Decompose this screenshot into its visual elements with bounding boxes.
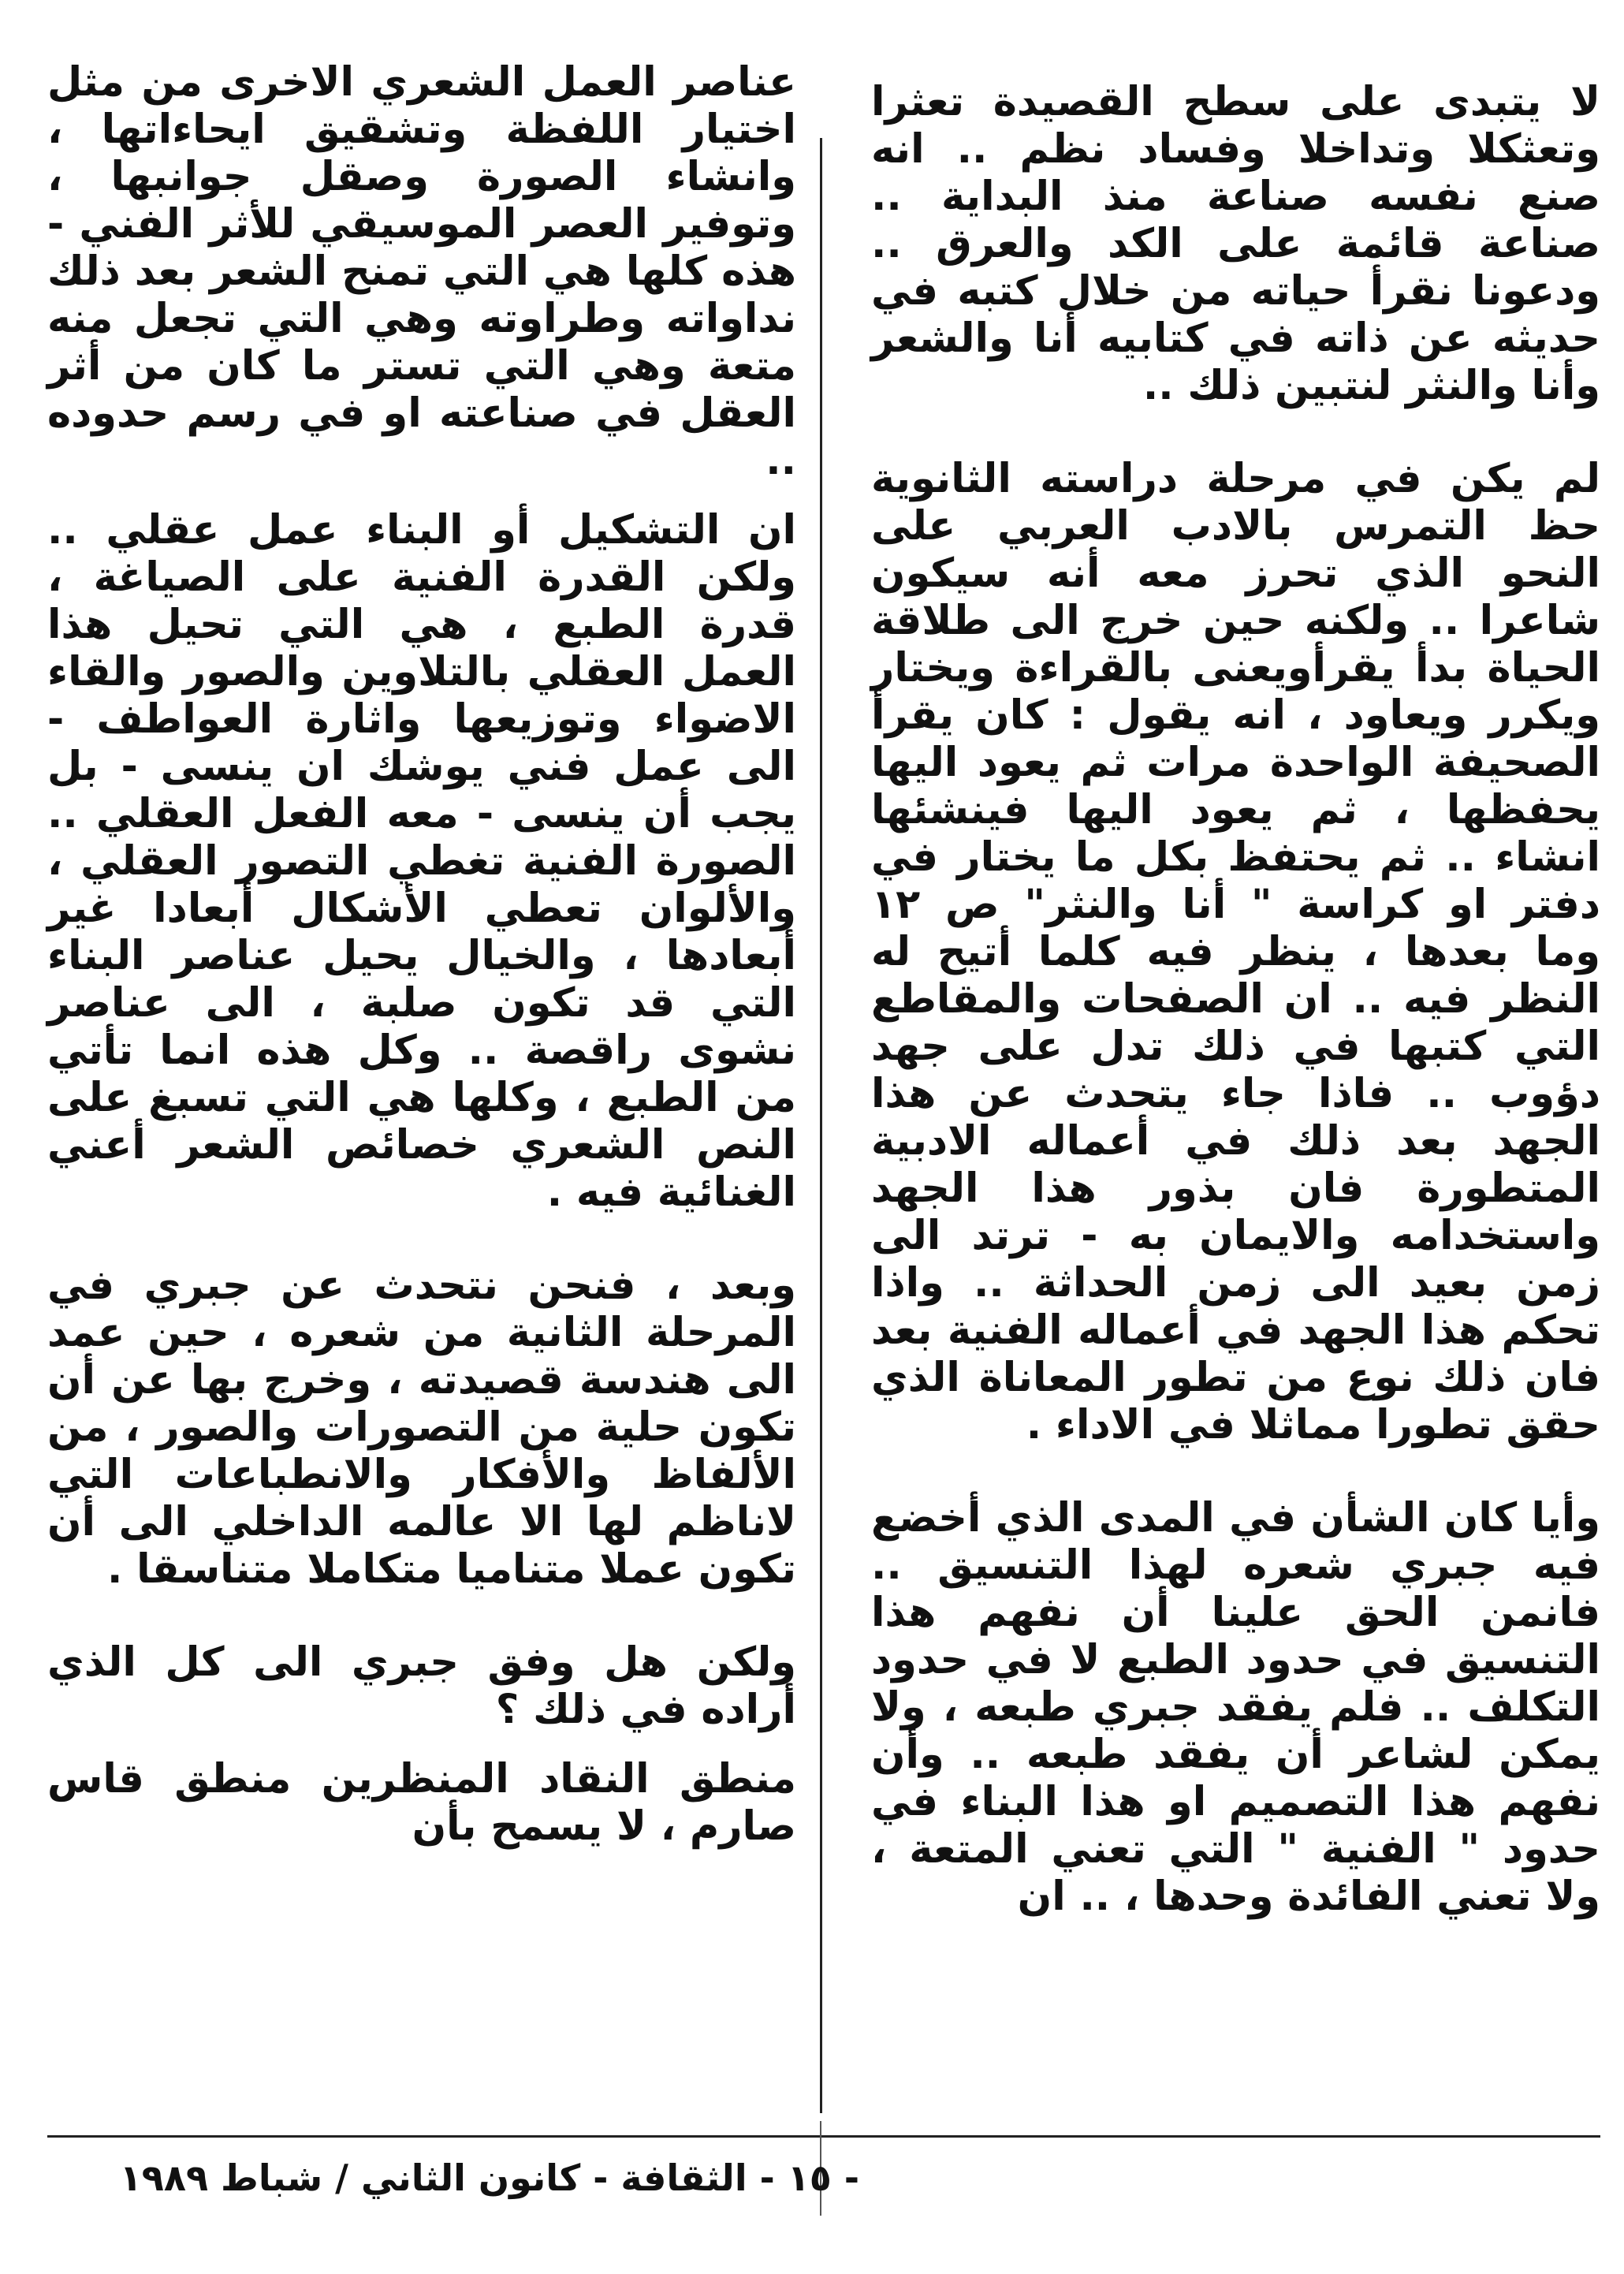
left-paragraph-2: ان التشكيل أو البناء عمل عقلي .. ولكن القدرة الفنية على الصياغة ، قدرة الطبع ، هي التي تحيل هذا العمل العقلي بالتلاوين والصور والقاء الاضواء وتوزيعها واثارة العواطف - الى عمل فني يوشك ان ينسى - بل يجب أن ينسى - معه الفعل العقلي .. الصورة الفنية تغطي التصور العقلي ، والألوان تعطي الأشكال أبعادا غير أبعادها ، والخيال يحيل عناصر البناء التي قد تكون صلبة ، الى عناصر نشوى راقصة .. وكل هذه انما تأتي من الطبع ، وكلها هي التي تسبغ على النص الشعري خصائص الشعر أعني الغنائية فيه . (47, 507, 796, 1216)
right-paragraph-2: لم يكن في مرحلة دراسته الثانوية حظ التمرس بالادب العربي على النحو الذي تحرز معه أنه سيكون شاعرا .. ولكنه حين خرج الى طلاقة الحياة بدأ يقرأويعنى بالقراءة ويختار ويكرر ويعاود ، انه يقول : كان يقرأ الصحيفة الواحدة مرات ثم يعود اليها يحفظها ، ثم يعود اليها فينشئها انشاء .. ثم يحتفظ بكل ما يختار في دفتر او كراسة " أنا والنثر" ص ١٢ وما بعدها ، ينظر فيه كلما أتيح له النظر فيه .. ان الصفحات والمقاطع التي كتبها في ذلك تدل على جهد دؤوب .. فاذا جاء يتحدث عن هذا الجهد بعد ذلك في أعماله الادبية المتطورة فان بذور هذا الجهد واستخدامه والايمان به - ترتد الى زمن بعيد الى زمن الحداثة .. واذا تحكم هذا الجهد في أعماله الفنية بعد فان ذلك نوع من تطور المعاناة الذي حقق تطورا مماثلا في الاداء . (871, 456, 1600, 1448)
left-paragraph-4: ولكن هل وفق جبري الى كل الذي أراده في ذلك ؟ (47, 1639, 796, 1733)
left-paragraph-3: وبعد ، فنحن نتحدث عن جبري في المرحلة الثانية من شعره ، حين عمد الى هندسة قصيدته ، وخرج بها عن أن تكون حلية من التصورات والصور ، من الألفاظ والأفكار والانطباعات التي لاناظم لها الا عالمه الداخلي الى أن تكون عملا متناميا متكاملا متناسقا . (47, 1262, 796, 1593)
right-paragraph-1: لا يتبدى على سطح القصيدة تعثرا وتعثكلا وتداخلا وفساد نظم .. انه صنع نفسه صناعة منذ البداية .. صناعة قائمة على الكد والعرق .. ودعونا نقرأ حياته من خلال كتبه في حديثه عن ذاته في كتابيه أنا والشعر وأنا والنثر لنتبين ذلك .. (871, 79, 1600, 409)
right-paragraph-3: وأيا كان الشأن في المدى الذي أخضع فيه جبري شعره لهذا التنسيق .. فانمن الحق علينا أن نفهم هذا التنسيق في حدود الطبع لا في حدود التكلف .. فلم يفقد جبري طبعه ، ولا يمكن لشاعر أن يفقد طبعه .. وأن نفهم هذا التصميم او هذا البناء في حدود " الفنية " التي تعني المتعة ، ولا تعني الفائدة وحدها ، .. ان (871, 1495, 1600, 1920)
left-column (47, 59, 796, 1851)
page-footer: - ١٥ - الثقافة - كانون الثاني / شباط ١٩٨٩ (119, 2157, 859, 2199)
right-column (871, 79, 1600, 1921)
left-paragraph-5: منطق النقاد المنظرين منطق قاس صارم ، لا يسمح بأن (47, 1756, 796, 1850)
footer-rule (47, 2135, 1600, 2138)
column-divider (820, 138, 822, 2113)
left-paragraph-1: عناصر العمل الشعري الاخرى من مثل اختيار اللفظة وتشقيق ايحاءاتها ، وانشاء الصورة وصقل جوانبها ، وتوفير العصر الموسيقي للأثر الفني - هذه كلها هي التي تمنح الشعر بعد ذلك نداواته وطراوته وهي التي تجعل منه متعة وهي التي تستر ما كان من أثر العقل في صناعته او في رسم حدوده .. (47, 59, 796, 484)
